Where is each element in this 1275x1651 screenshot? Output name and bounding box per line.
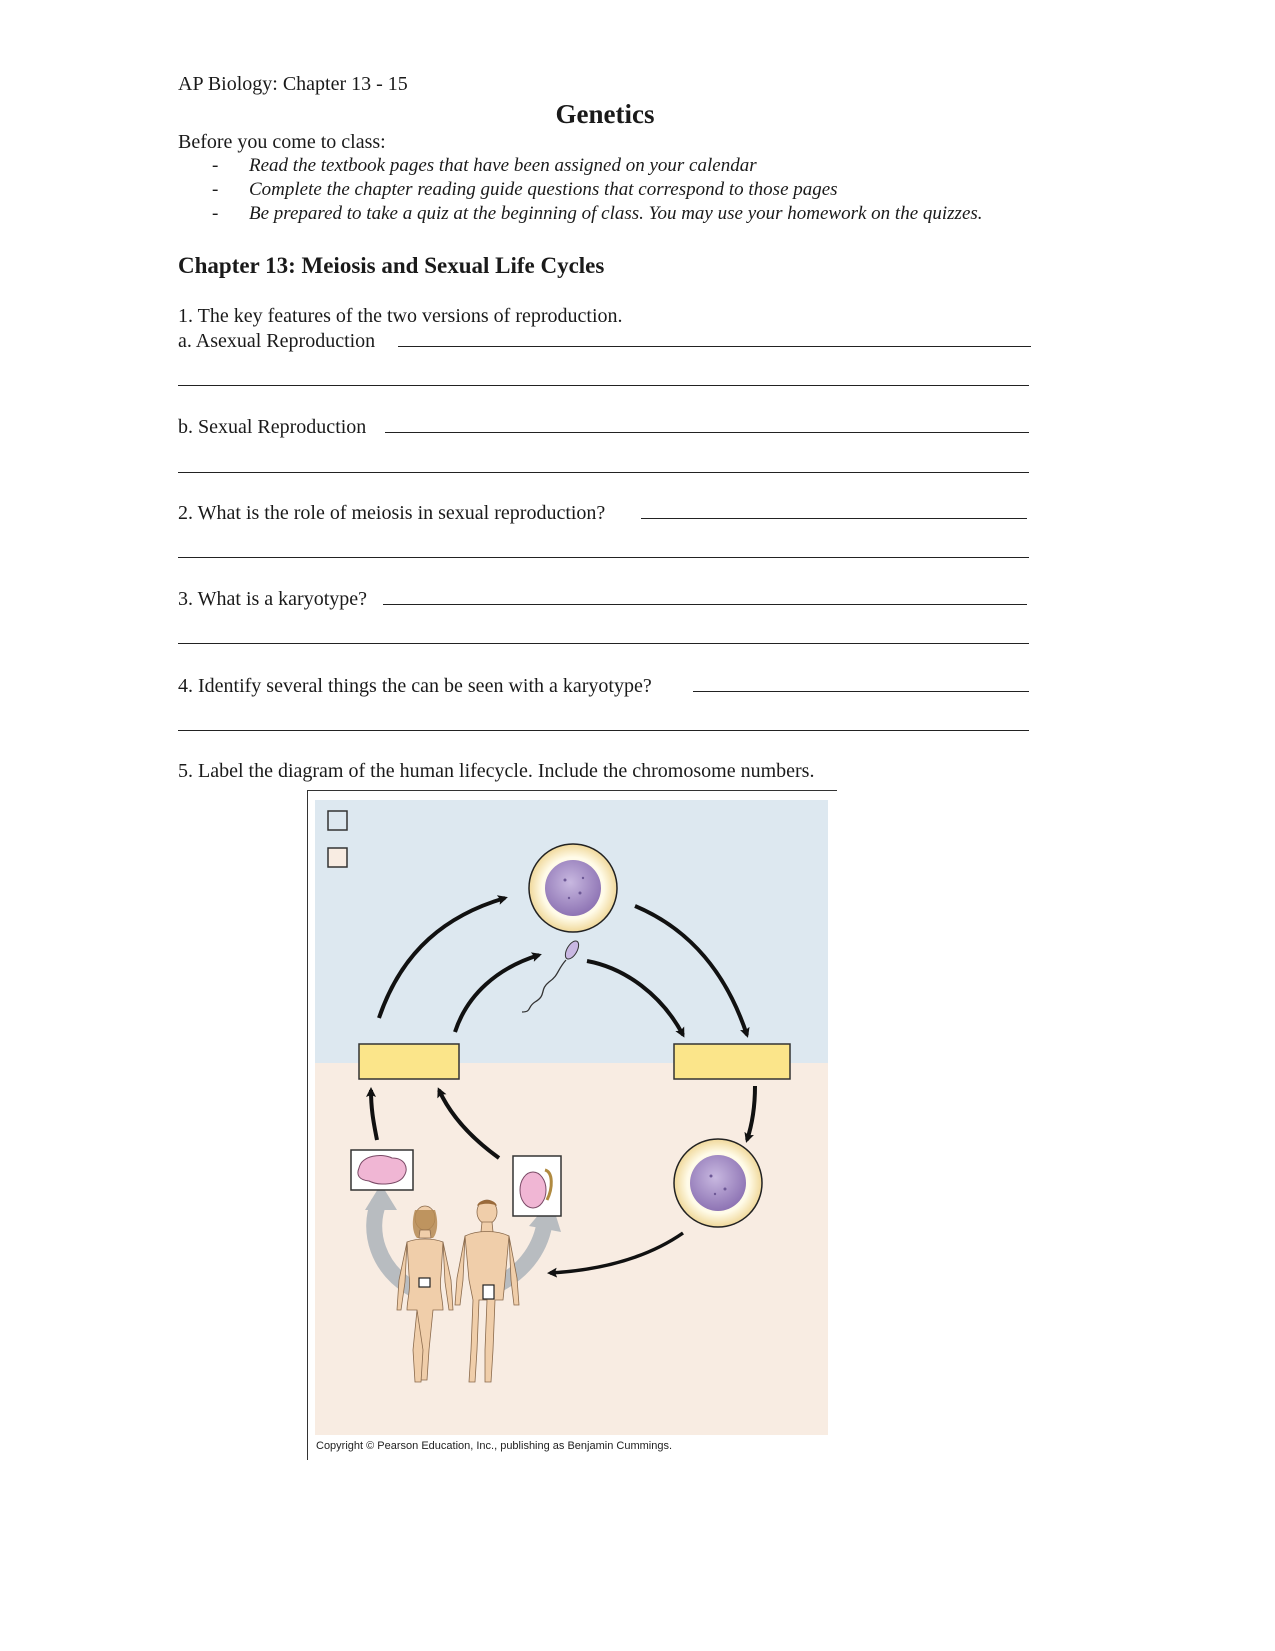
intro-lead: Before you come to class: bbox=[178, 131, 386, 153]
figure-copyright: Copyright © Pearson Education, Inc., publishing as Benjamin Cummings. bbox=[316, 1440, 673, 1452]
question-2: 2. What is the role of meiosis in sexual reproduction? bbox=[178, 502, 606, 524]
bullet-marker: - bbox=[212, 179, 219, 200]
answer-line[interactable] bbox=[398, 346, 1031, 347]
key-box-haploid bbox=[328, 811, 347, 830]
instruction-text: Be prepared to take a quiz at the beginning of class. You may use your homework on the quizzes. bbox=[249, 203, 983, 224]
ovary-icon bbox=[351, 1150, 413, 1190]
zygote-cell-icon bbox=[674, 1139, 762, 1227]
instruction-text: Read the textbook pages that have been assigned on your calendar bbox=[249, 155, 757, 176]
key-box-diploid bbox=[328, 848, 347, 867]
label-box-fertilization bbox=[674, 1044, 790, 1079]
page-title: Genetics bbox=[555, 99, 655, 129]
answer-line[interactable] bbox=[178, 643, 1029, 644]
answer-line[interactable] bbox=[693, 691, 1029, 692]
chapter-heading: Chapter 13: Meiosis and Sexual Life Cycles bbox=[178, 253, 605, 278]
bullet-marker: - bbox=[212, 203, 219, 224]
question-1b: b. Sexual Reproduction bbox=[178, 416, 367, 438]
label-box-meiosis bbox=[359, 1044, 459, 1079]
life-cycle-diagram bbox=[307, 790, 839, 1462]
bullet-marker: - bbox=[212, 155, 219, 176]
life-cycle-illustration bbox=[307, 790, 839, 1440]
answer-line[interactable] bbox=[641, 518, 1027, 519]
answer-line[interactable] bbox=[178, 557, 1029, 558]
answer-line[interactable] bbox=[178, 385, 1029, 386]
answer-line[interactable] bbox=[383, 604, 1027, 605]
question-1a: a. Asexual Reproduction bbox=[178, 330, 376, 352]
course-header: AP Biology: Chapter 13 - 15 bbox=[178, 73, 408, 95]
answer-line[interactable] bbox=[178, 730, 1029, 731]
instruction-text: Complete the chapter reading guide questions that correspond to those pages bbox=[249, 179, 838, 200]
answer-line[interactable] bbox=[385, 432, 1029, 433]
question-5: 5. Label the diagram of the human lifecycle. Include the chromosome numbers. bbox=[178, 760, 815, 782]
question-3: 3. What is a karyotype? bbox=[178, 588, 368, 610]
question-1: 1. The key features of the two versions of reproduction. bbox=[178, 305, 623, 327]
answer-line[interactable] bbox=[178, 472, 1029, 473]
egg-cell-icon bbox=[529, 844, 617, 932]
question-4: 4. Identify several things the can be seen with a karyotype? bbox=[178, 675, 652, 697]
testis-icon bbox=[513, 1156, 561, 1216]
